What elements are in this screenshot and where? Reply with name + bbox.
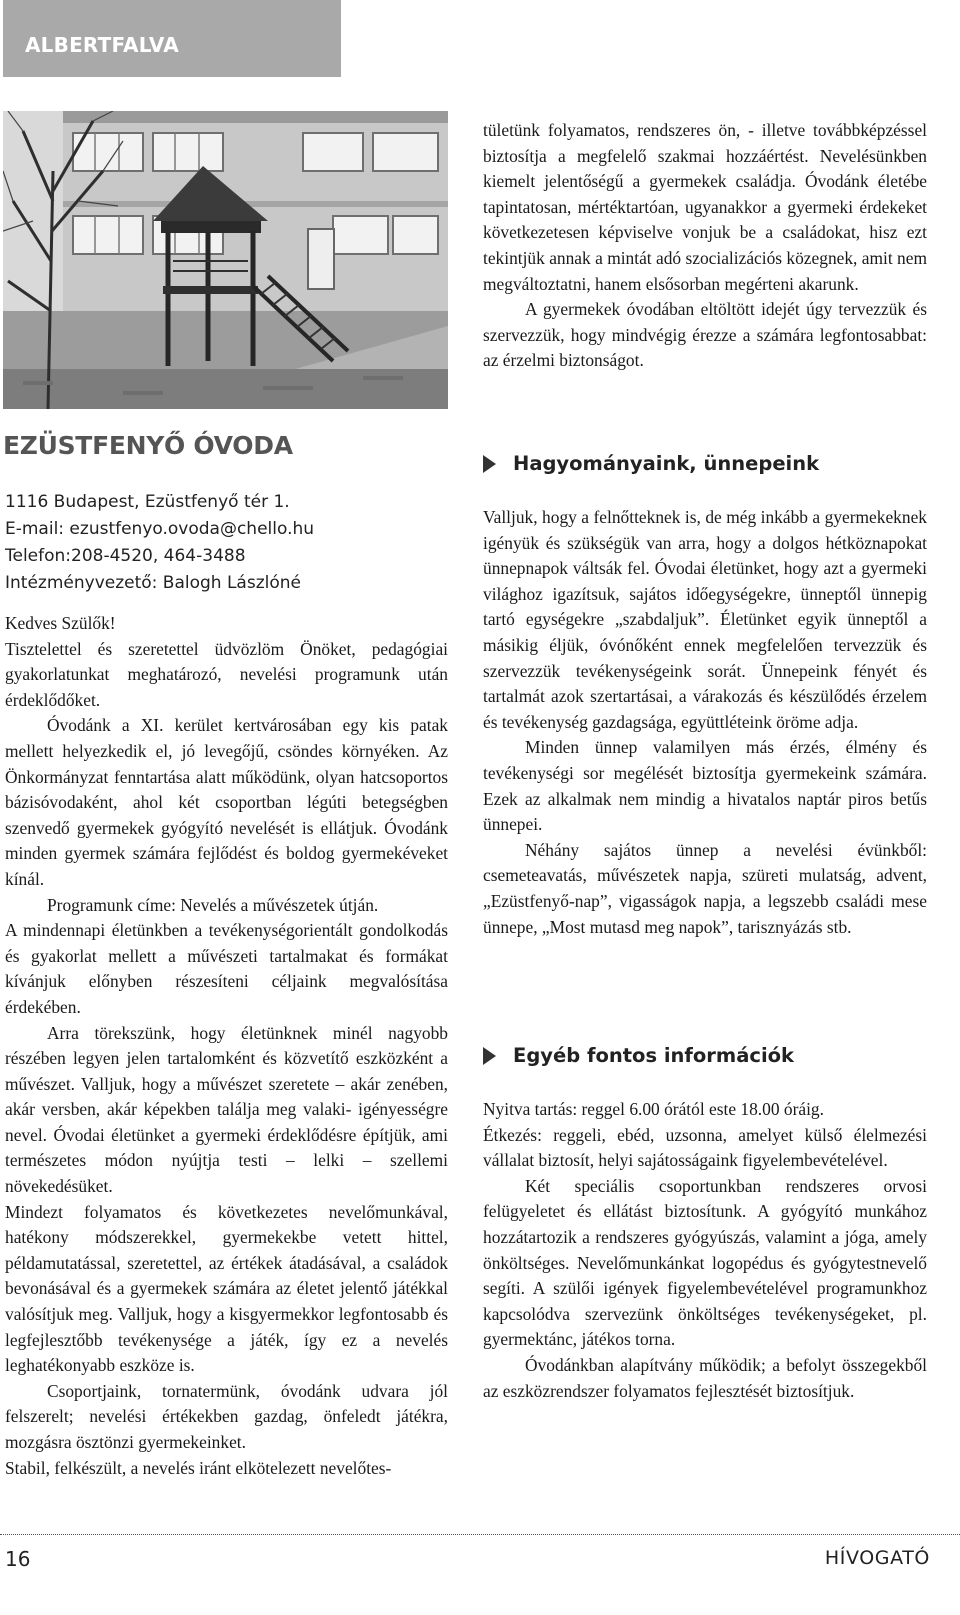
right-column-intro [483, 118, 927, 374]
kindergarten-photo [3, 111, 448, 409]
triangle-bullet-icon [483, 455, 496, 473]
paragraph: Arra törekszünk, hogy életünknek minél nagyobb részében legyen jelen tartalomként és közvetítő eszközként a művészet. Valljuk, hogy a művészet szeretete – akár zenében, akár versben, akár képekben találja meg valaki- igényességre nevel. Óvodai életünket a gyermeki érdeklődésre építjük, ami természetes módon nyújtja testi – lelki – szellemi növekedésüket. [5, 1022, 448, 1197]
paragraph: A gyermekek óvodában eltöltött idejét úgy tervezzük és szervezzük, hogy mindvégig érezze a számára legfontosabbat: az érzelmi biztonságot. [483, 299, 927, 371]
page-number: 16 [5, 1547, 31, 1571]
section-heading-text: Egyéb fontos információk [513, 1044, 794, 1067]
section-heading-text: Hagyományaink, ünnepeink [513, 452, 820, 475]
contact-block [5, 489, 314, 597]
paragraph: Csoportjaink, tornatermünk, óvodánk udvara jól felszerelt; nevelési értékekben gazdag, önfeledt játékra, mozgásra ösztönzi gyermekeinket. [5, 1380, 448, 1452]
section-label: ALBERTFALVA [25, 33, 179, 57]
left-column [5, 613, 448, 1481]
section-banner [3, 0, 341, 77]
paragraph: Programunk címe: Nevelés a művészetek útján. [47, 894, 379, 915]
section-heading-traditions [483, 452, 819, 475]
footer-divider [0, 1534, 960, 1535]
greeting: Kedves Szülők! [5, 613, 116, 633]
paragraph: Óvodánk a XI. kerület kertvárosában egy kis patak mellett helyezkedik el, jó levegőjű, csöndes környéken. Az Önkormányzat fenntartása alatt működünk, olyan hatcsoportos bázisóvodaként, ahol két csoportban légúti betegségben szenvedő gyermekek gyógyító nevelését is ellátjuk. Óvodánk minden gyermek számára fejlődést és boldog gyermekéveket kínál. [5, 715, 448, 889]
paragraph: Két speciális csoportunkban rendszeres orvosi felügyeletet és ellátást biztosítunk. A gyógyító munkához hozzátartozik a rendszeres gyógyúszás, valamint a jóga, amely önköltséges. Nevelőmunkánkat logopédus és gyógytestnevelő segíti. A szülői igények figyelembevételével programunkhoz kapcsolódva szervezünk önköltséges tevékenységeket, pl. gyermektánc, játékos torna. [483, 1175, 927, 1350]
paragraph: tületünk folyamatos, rendszeres ön, - illetve továbbképzéssel biztosítja a megfelelő szakmai hozzáértést. Nevelésünkben kiemelt jelentőségű a gyermekek családja. Óvodánk életébe tapintatosan, mértéktartóan, ugyanakkor a gyermeki érdekeket következetesen képviselve vonjuk be a családokat, hisz ezt tekintjük annak a mintát adó szocializációs közegnek, amit nem megváltoztatni, hanem elsősorban megérteni akarunk. [483, 120, 927, 294]
triangle-bullet-icon [483, 1047, 496, 1065]
address: 1116 Budapest, Ezüstfenyő tér 1. [5, 492, 290, 512]
magazine-name: HÍVOGATÓ [824, 1547, 930, 1569]
paragraph: Mindezt folyamatos és következetes nevelőmunkával, hatékony módszerekkel, gyermekekbe vetett hittel, példamutatással, szeretettel, az értékek átadásával, a családok bevonásával és a gyermekek számára az életet jelentő játékkal valósítjuk meg. Valljuk, hogy a kisgyermekkor legfontosabb és legfejlesztőbb tevékenysége a játék, így ez a nevelés leghatékonyabb eszköze is. [5, 1201, 448, 1376]
paragraph: Valljuk, hogy a felnőtteknek is, de még inkább a gyermekeknek igényük és szükségük van arra, hogy a dolgos hétköznapokat ünnepnapok váltsák fel. Óvodai életünket, hogy azt a gyermeki világhoz igazítsuk, sajátos időegységekre, ünneptől ünnepig tartó egységekre „szabdaljuk”. Életünket egyik ünneptől a másikig éljük, óvónőként ennek megfelelően tervezzük és szervezzük tevékenységeink sorát. Ünnepeink fényét és tartalmát azok szertartásai, a várakozás és készülődés érzelem és tevékenység gazdagsága, együttléteink öröme adja. [483, 507, 927, 732]
paragraph: Stabil, felkészült, a nevelés iránt elkötelezett nevelőtes- [5, 1457, 392, 1478]
paragraph: Minden ünnep valamilyen más érzés, élmény és tevékenységi sor megélését biztosítja gyermekeink számára. Ezek az alkalmak nem mindig a hivatalos naptár piros betűs ünnepei. [483, 737, 927, 835]
paragraph: Óvodánkban alapítvány működik; a befolyt összegekből az eszközrendszer folyamatos fejlesztését biztosítjuk. [483, 1354, 927, 1401]
paragraph: A mindennapi életünkben a tevékenységorientált gondolkodás és gyakorlat mellett a művészeti tartalmakat és formákat kívánjuk előnyben részesíteni céljaink megvalósítása érdekében. [5, 920, 448, 1017]
other-info-section [483, 1097, 927, 1404]
paragraph: Néhány sajátos ünnep a nevelési évünkből: csemeteavatás, művészetek napja, szüreti mulatság, advent, „Ezüstfenyő-nap”, vigasságok napja, a legszebb családi mese ünnepe, „Most mutasd meg napok”, tarisznyázás stb. [483, 839, 927, 937]
email: E-mail: ezustfenyo.ovoda@chello.hu [5, 519, 315, 539]
head-of-institution: Intézményvezető: Balogh Lászlóné [5, 573, 301, 593]
traditions-section [483, 505, 927, 940]
page-title: EZÜSTFENYŐ ÓVODA [3, 431, 293, 460]
paragraph: Tisztelettel és szeretettel üdvözlöm Önöket, pedagógiai gyakorlatunkat meghatározó, nevelési programunk után érdeklődőket. [5, 638, 448, 710]
phone: Telefon:208-4520, 464-3488 [5, 546, 246, 566]
paragraph: Nyitva tartás: reggel 6.00 órától este 18.00 óráig. [483, 1099, 824, 1119]
paragraph: Étkezés: reggeli, ebéd, uzsonna, amelyet külső élelmezési vállalat biztosít, helyi sajátosságaink figyelembevételével. [483, 1124, 927, 1171]
section-heading-other-info [483, 1044, 794, 1067]
